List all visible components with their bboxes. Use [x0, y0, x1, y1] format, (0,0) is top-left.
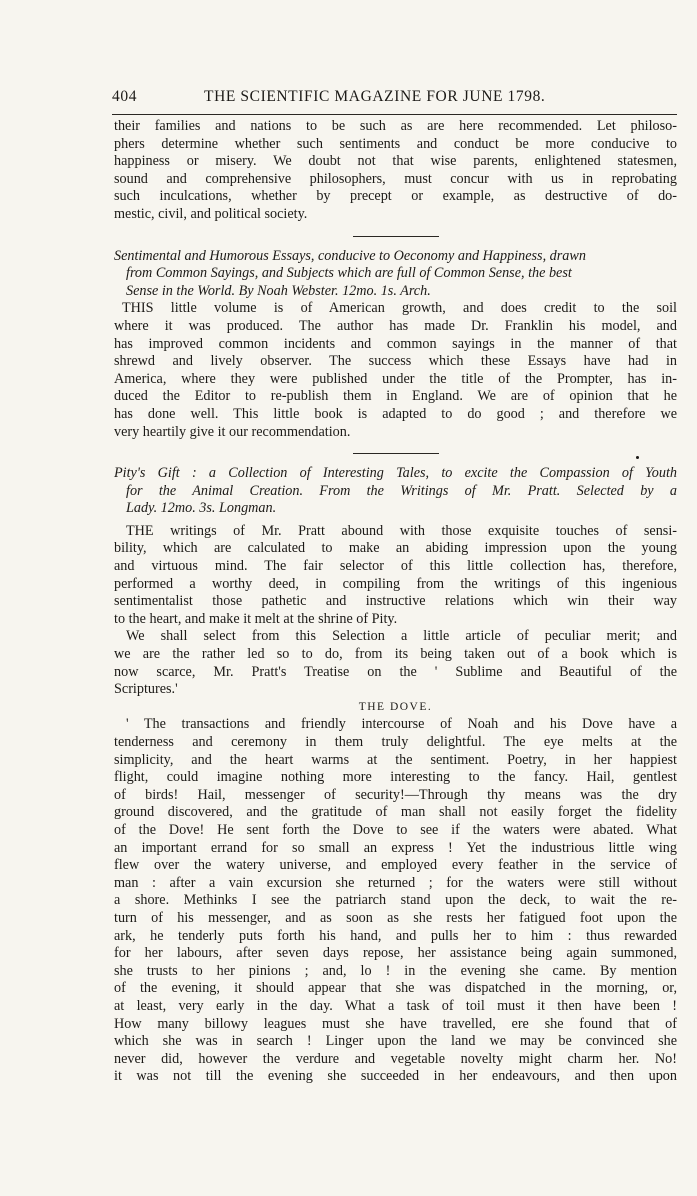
- title-line: Pity's Gift : a Collection of Interesting Tales, to excite the Compassion of Youth: [114, 465, 677, 482]
- text-line: performed a worthy deed, in compiling from the writings of this ingenious: [114, 575, 677, 592]
- text-line: which she was in search ! Linger upon the land we may be convinced she: [114, 1033, 677, 1050]
- text-line: shrewd and lively observer. The success which these Essays have had in: [114, 353, 677, 370]
- text-line: has improved common incidents and common sayings in the manner of that: [114, 335, 677, 352]
- text-line: bility, which are calculated to make an abiding impression upon the young: [114, 540, 677, 557]
- text-line: flew over the watery universe, and employed every feather in the service of: [114, 857, 677, 874]
- text-line: an important errand for so small an express ! Yet the industrious little wing: [114, 839, 677, 856]
- text-line: at least, very early in the day. What a task of toil must it then have been !: [114, 997, 677, 1014]
- intro-paragraph: [114, 118, 677, 224]
- text-line: has done well. This little book is adapted to do good ; and therefore we: [114, 405, 677, 422]
- text-line: it was not till the evening she succeeded in her endeavours, and then upon: [114, 1068, 677, 1085]
- text-line: sentimentalist those pathetic and instructive relations which win their way: [114, 593, 677, 610]
- text-line: to the heart, and make it melt at the shrine of Pity.: [114, 610, 398, 627]
- extract-heading: THE DOVE.: [358, 700, 433, 713]
- section-rule: [353, 236, 439, 237]
- text-line: for her labours, after seven days repose, her assistance being again summoned,: [114, 945, 677, 962]
- review-title-webster: [114, 248, 677, 301]
- text-line: and virtuous mind. The fair selector of this little collection has, therefore,: [114, 558, 677, 575]
- text-line: we are the rather led so to do, from its being taken out of a book which is: [114, 646, 677, 663]
- text-line: she trusts to her pinions ; and, lo ! in the evening she came. By mention: [114, 962, 677, 979]
- extract-text: [114, 716, 677, 1085]
- text-line: happiness or misery. We doubt not that wise parents, enlightened statesmen,: [114, 153, 677, 170]
- title-line: from Common Sayings, and Subjects which are full of Common Sense, the best: [126, 265, 572, 282]
- text-line: of the Dove! He sent forth the Dove to see if the waters were abated. What: [114, 821, 677, 838]
- text-line: ark, he tenderly puts forth his hand, and pulls her to him : thus rewarded: [114, 927, 677, 944]
- text-line: of birds! Hail, messenger of security!—Through thy means was the dry: [114, 786, 677, 803]
- text-line: ground discovered, and the gratitude of man shall not easily forget the fidelity: [114, 804, 677, 821]
- text-line: never did, however the verdure and vegetable novelty might charm her. No!: [114, 1050, 677, 1067]
- review-text-webster: [114, 300, 677, 441]
- header-rule: [112, 114, 677, 115]
- text-line: their families and nations to be such as are here recommended. Let philoso-: [114, 118, 677, 134]
- text-line: simplicity, and the heart warms at the sentiment. Poetry, in her happiest: [114, 751, 677, 768]
- review-title-pratt: [114, 465, 677, 518]
- text-line: America, where they were published under the title of the Prompter, has in-: [114, 370, 677, 387]
- text-line: sound and comprehensive philosophers, must concur with us in reprobating: [114, 170, 677, 187]
- text-line: THE writings of Mr. Pratt abound with those exquisite touches of sensi-: [126, 522, 677, 539]
- text-line: phers determine whether such sentiments and conduct be more conducive to: [114, 135, 677, 152]
- text-line: man : after a vain excursion she returned ; for the waters were still without: [114, 874, 677, 891]
- title-line: Sentimental and Humorous Essays, conducive to Oeconomy and Happiness, drawn: [114, 247, 586, 264]
- text-line: turn of his messenger, and as soon as she rests her fatigued foot upon the: [114, 909, 677, 926]
- text-line: duced the Editor to re-publish them in England. We are of opinion that he: [114, 388, 677, 405]
- running-title: THE SCIENTIFIC MAGAZINE FOR JUNE 1798.: [204, 88, 546, 105]
- text-line: ' The transactions and friendly intercourse of Noah and his Dove have a: [126, 716, 677, 733]
- title-line: Lady. 12mo. 3s. Longman.: [126, 500, 277, 517]
- text-line: How many billowy leagues must she have travelled, ere she found that of: [114, 1015, 677, 1032]
- page-body: [114, 118, 677, 1086]
- review-text-pratt-2: [114, 628, 677, 698]
- title-line: Sense in the World. By Noah Webster. 12mo. 1s. Arch.: [126, 282, 431, 299]
- text-line: mestic, civil, and political society.: [114, 205, 308, 222]
- ink-speck: [636, 456, 639, 459]
- review-text-pratt: [114, 523, 677, 629]
- text-line: of the evening, it should appear that she was dispatched in the morning, or,: [114, 980, 677, 997]
- text-line: a shore. Methinks I see the patriarch stand upon the deck, to wait the re-: [114, 892, 677, 909]
- page-number: 404: [112, 88, 138, 105]
- text-line: such inculcations, whether by precept or example, as destructive of do-: [114, 188, 677, 205]
- text-line: THIS little volume is of American growth, and does credit to the soil: [122, 300, 677, 317]
- text-line: where it was produced. The author has made Dr. Franklin his model, and: [114, 317, 677, 334]
- text-line: tenderness and ceremony in them truly delightful. The eye melts at the: [114, 734, 677, 750]
- running-header: [112, 88, 592, 108]
- section-rule: [353, 453, 439, 454]
- text-line: now scarce, Mr. Pratt's Treatise on the ' Sublime and Beautiful of the: [114, 663, 677, 680]
- text-line: Scriptures.': [114, 681, 178, 698]
- title-line: for the Animal Creation. From the Writings of Mr. Pratt. Selected by a: [126, 482, 677, 499]
- text-line: very heartily give it our recommendation.: [114, 423, 351, 440]
- text-line: flight, could imagine nothing more interesting to the fancy. Hail, gentlest: [114, 769, 677, 786]
- text-line: We shall select from this Selection a little article of peculiar merit; and: [126, 628, 677, 645]
